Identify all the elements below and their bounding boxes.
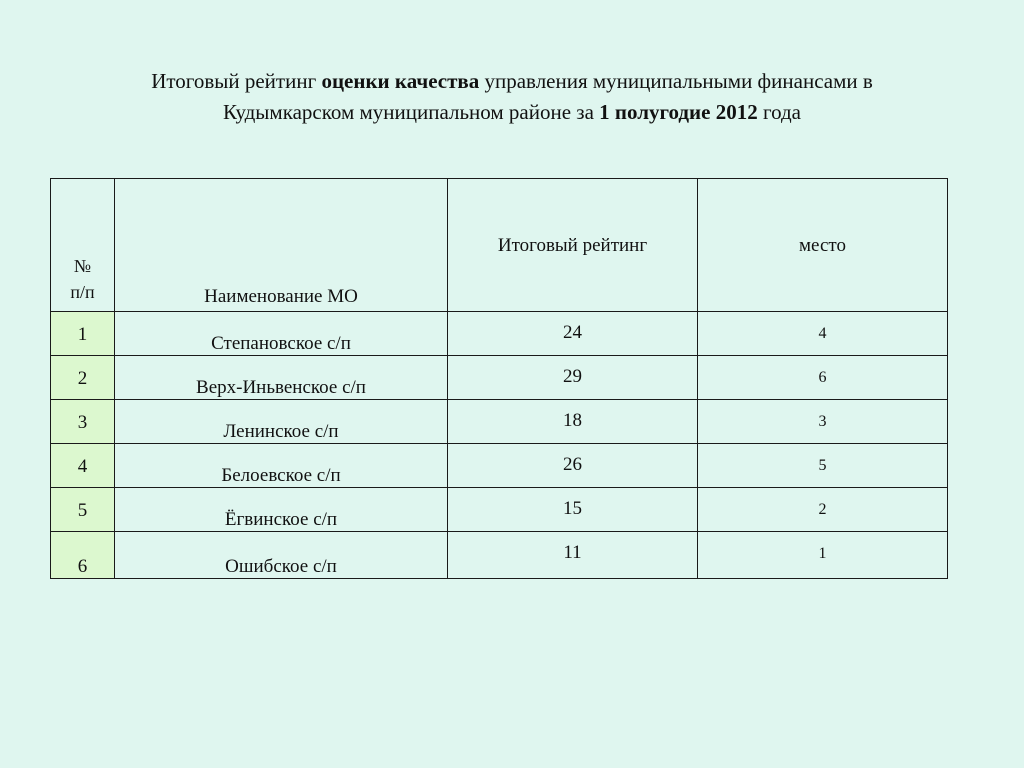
row-name-cell bbox=[115, 356, 448, 400]
row-name: Верх-Иньвенское с/п bbox=[196, 377, 366, 398]
row-number: 5 bbox=[77, 500, 88, 521]
row-name: Ёгвинское с/п bbox=[224, 509, 338, 530]
row-place-cell bbox=[698, 400, 948, 444]
header-place-label: место bbox=[799, 235, 846, 256]
row-name-cell bbox=[115, 400, 448, 444]
row-number: 3 bbox=[77, 412, 88, 433]
table-row bbox=[51, 532, 948, 579]
header-name-label: Наименование МО bbox=[204, 286, 358, 307]
row-name: Белоевское с/п bbox=[221, 465, 341, 486]
row-rating: 18 bbox=[563, 410, 582, 431]
table-row bbox=[51, 444, 948, 488]
row-rating-cell bbox=[448, 312, 698, 356]
table-row bbox=[51, 312, 948, 356]
row-name: Ошибское с/п bbox=[225, 556, 337, 577]
header-number-abbrev: п/п bbox=[70, 282, 95, 302]
row-place-cell bbox=[698, 356, 948, 400]
header-number-label bbox=[51, 253, 114, 305]
row-place: 2 bbox=[818, 501, 827, 518]
title-bold-2: 1 полугодие 2012 bbox=[599, 100, 758, 124]
title-text-2: управления муниципальными финансами в bbox=[479, 69, 873, 93]
rating-table bbox=[50, 178, 948, 579]
table-row bbox=[51, 488, 948, 532]
table-row bbox=[51, 356, 948, 400]
row-rating: 11 bbox=[563, 542, 582, 563]
header-name-cell bbox=[115, 179, 448, 312]
row-number-cell bbox=[51, 312, 115, 356]
row-rating-cell bbox=[448, 532, 698, 579]
title-text-3: Кудымкарском муниципальном районе за bbox=[223, 100, 600, 124]
row-number-cell bbox=[51, 532, 115, 579]
row-place-cell bbox=[698, 488, 948, 532]
header-rating-cell bbox=[448, 179, 698, 312]
row-place: 1 bbox=[818, 545, 827, 562]
header-place-cell bbox=[698, 179, 948, 312]
row-place: 4 bbox=[818, 325, 827, 342]
row-name: Ленинское с/п bbox=[223, 421, 339, 442]
row-name-cell bbox=[115, 488, 448, 532]
row-rating: 15 bbox=[563, 498, 582, 519]
row-rating-cell bbox=[448, 444, 698, 488]
title-bold-1: оценки качества bbox=[321, 69, 480, 93]
row-rating-cell bbox=[448, 400, 698, 444]
row-place: 5 bbox=[818, 457, 827, 474]
row-rating: 29 bbox=[563, 366, 582, 387]
row-rating: 26 bbox=[563, 454, 582, 475]
header-rating-label: Итоговый рейтинг bbox=[497, 235, 648, 256]
row-number-cell bbox=[51, 356, 115, 400]
row-place-cell bbox=[698, 444, 948, 488]
table-row bbox=[51, 400, 948, 444]
row-name: Степановское с/п bbox=[211, 333, 351, 354]
row-name-cell bbox=[115, 532, 448, 579]
row-number-cell bbox=[51, 488, 115, 532]
row-rating-cell bbox=[448, 488, 698, 532]
row-number: 6 bbox=[77, 556, 88, 577]
row-place-cell bbox=[698, 312, 948, 356]
title-text-4: года bbox=[757, 100, 801, 124]
row-place: 6 bbox=[818, 369, 827, 386]
title-text-1: Итоговый рейтинг bbox=[151, 69, 322, 93]
header-number-symbol: № bbox=[73, 256, 92, 276]
row-number: 4 bbox=[77, 456, 88, 477]
page-title bbox=[40, 66, 984, 128]
row-rating-cell bbox=[448, 356, 698, 400]
row-name-cell bbox=[115, 312, 448, 356]
row-rating: 24 bbox=[563, 322, 582, 343]
row-number: 2 bbox=[77, 368, 88, 389]
table-header-row bbox=[51, 179, 948, 312]
row-name-cell bbox=[115, 444, 448, 488]
row-number-cell bbox=[51, 400, 115, 444]
header-number-cell bbox=[51, 179, 115, 312]
row-place-cell bbox=[698, 532, 948, 579]
row-number-cell bbox=[51, 444, 115, 488]
row-place: 3 bbox=[818, 413, 827, 430]
row-number: 1 bbox=[77, 324, 88, 345]
